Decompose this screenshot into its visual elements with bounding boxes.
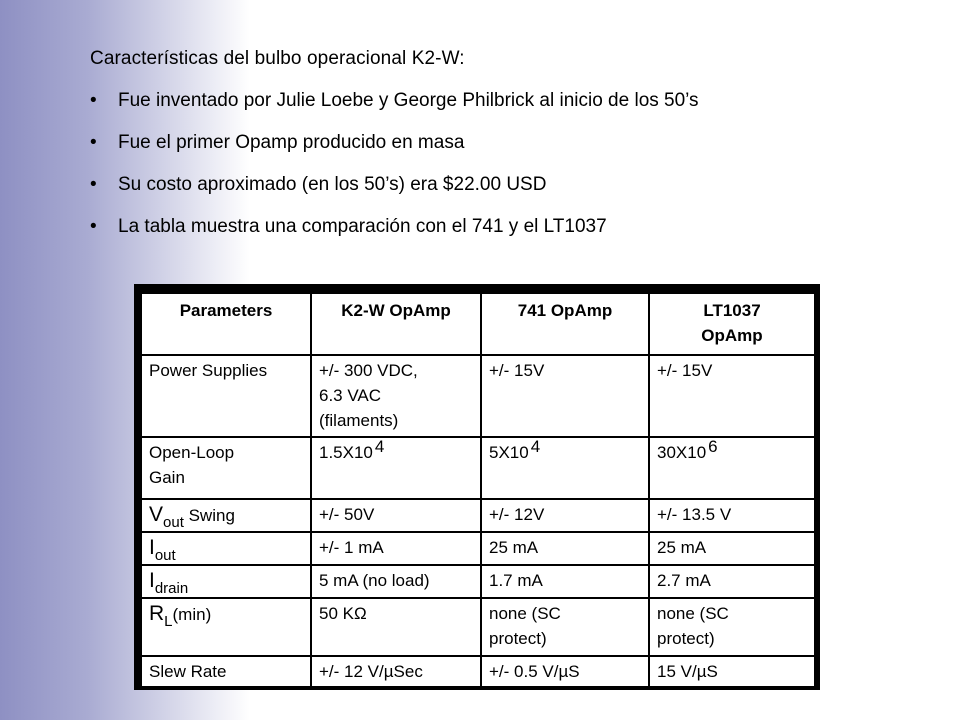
cell-k2w-vout: +/- 50V bbox=[311, 499, 481, 532]
table-row bbox=[141, 499, 815, 532]
header-741: 741 OpAmp bbox=[481, 293, 649, 355]
header-parameters: Parameters bbox=[141, 293, 311, 355]
bullet-dot-icon: • bbox=[90, 174, 97, 195]
cell-741-idrain: 1.7 mA bbox=[481, 565, 649, 598]
bullet-item: • Fue inventado por Julie Loebe y George Philbrick al inicio de los 50’s bbox=[90, 90, 699, 111]
row-label-idrain: Idrain bbox=[141, 565, 311, 598]
table-row bbox=[141, 656, 815, 687]
cell-lt1037-slew: 15 V/µS bbox=[649, 656, 815, 687]
row-label-rl: RL(min) bbox=[141, 598, 311, 656]
row-label-slew: Slew Rate bbox=[141, 656, 311, 687]
cell-lt1037-rl: none (SC protect) bbox=[649, 598, 815, 656]
header-k2w: K2-W OpAmp bbox=[311, 293, 481, 355]
gain-exponent: 4 bbox=[374, 437, 385, 456]
bullet-list bbox=[90, 90, 930, 238]
cell-k2w-slew: +/- 12 V/µSec bbox=[311, 656, 481, 687]
cell-lt1037-idrain: 2.7 mA bbox=[649, 565, 815, 598]
row-label-iout: Iout bbox=[141, 532, 311, 565]
cell-741-gain: 5X10 4 bbox=[481, 437, 649, 499]
cell-741-rl: none (SC protect) bbox=[481, 598, 649, 656]
cell-lt1037-gain: 30X10 6 bbox=[649, 437, 815, 499]
cell-k2w-rl: 50 KΩ bbox=[311, 598, 481, 656]
cell-741-slew: +/- 0.5 V/µS bbox=[481, 656, 649, 687]
cell-lt1037-vout: +/- 13.5 V bbox=[649, 499, 815, 532]
table-row bbox=[141, 565, 815, 598]
cell-k2w-gain: 1.5X10 4 bbox=[311, 437, 481, 499]
cell-k2w-power: +/- 300 VDC, 6.3 VAC (filaments) bbox=[311, 355, 481, 437]
table-row bbox=[141, 598, 815, 656]
bullet-dot-icon: • bbox=[90, 216, 97, 237]
row-label-vout: Vout Swing bbox=[141, 499, 311, 532]
bullet-item: • Su costo aproximado (en los 50’s) era $22.00 USD bbox=[90, 174, 547, 195]
header-lt1037: LT1037 OpAmp bbox=[649, 293, 815, 355]
bullet-item: • Fue el primer Opamp producido en masa bbox=[90, 132, 465, 153]
row-label-gain: Open-Loop Gain bbox=[141, 437, 311, 499]
cell-lt1037-power: +/- 15V bbox=[649, 355, 815, 437]
bullet-item: • La tabla muestra una comparación con el 741 y el LT1037 bbox=[90, 216, 607, 237]
cell-741-vout: +/- 12V bbox=[481, 499, 649, 532]
bullet-dot-icon: • bbox=[90, 90, 97, 111]
cell-lt1037-iout: 25 mA bbox=[649, 532, 815, 565]
comparison-table bbox=[140, 292, 816, 688]
table-header-row bbox=[141, 293, 815, 355]
cell-k2w-idrain: 5 mA (no load) bbox=[311, 565, 481, 598]
bullet-dot-icon: • bbox=[90, 132, 97, 153]
slide-heading: Características del bulbo operacional K2-W: bbox=[90, 48, 465, 69]
cell-k2w-iout: +/- 1 mA bbox=[311, 532, 481, 565]
cell-741-iout: 25 mA bbox=[481, 532, 649, 565]
gain-exponent: 6 bbox=[708, 437, 718, 456]
gain-exponent: 4 bbox=[530, 437, 541, 456]
table-row bbox=[141, 532, 815, 565]
slide-content bbox=[90, 48, 930, 258]
table-row bbox=[141, 437, 815, 499]
comparison-table-frame bbox=[134, 284, 820, 690]
table-row bbox=[141, 355, 815, 437]
cell-741-power: +/- 15V bbox=[481, 355, 649, 437]
row-label-power: Power Supplies bbox=[141, 355, 311, 437]
